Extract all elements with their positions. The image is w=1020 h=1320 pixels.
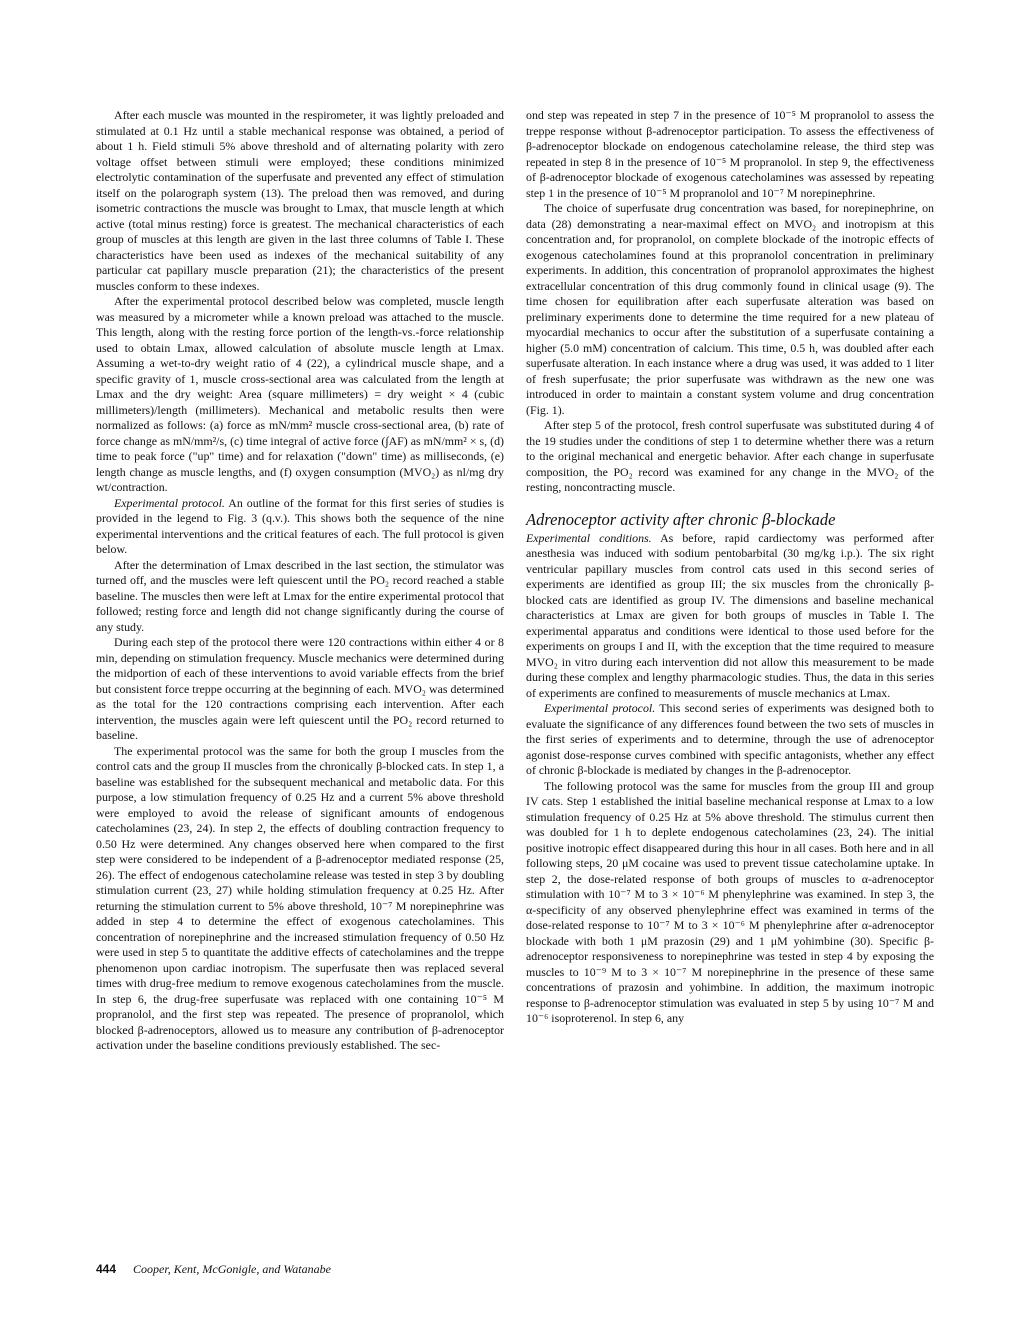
right-column — [526, 108, 934, 1027]
paragraph-text: An outline of the format for this first series of studies is provided in the legend to Fig. 3 (q.v.). This shows both the sequence of the nine experimental interventions and the critical features of each. The full protocol is given below. — [96, 495, 505, 556]
paragraph: After the experimental protocol described below was completed, muscle length was measured by a micrometer while a known preload was attached to the muscle. This length, along with the resting force portion of the length-vs.-force relationship used to obtain Lmax, allowed calculation of absolute muscle length at Lmax. Assuming a wet-to-dry weight ratio of 4 (22), a cylindrical muscle shape, and a specific gravity of 1, muscle cross-sectional area was calculated from the length at Lmax and the dry weight: Area (square millimeters) = dry weight × 4 (cubic millimeters)/length (millimeters). Mechanical and metabolic results then were normalized as follows: (a) force as mN/mm² muscle cross-sectional area, (b) rate of force change as mN/mm²/s, (c) time integral of active force (∫AF) as mN/mm² × s, (d) time to peak force ("up" time) and for relaxation ("down" time) as milliseconds, (e) length change as muscle lengths, and (f) oxygen consumption (MVO₂) as nl/mg dry wt/contraction. — [96, 294, 504, 494]
paragraph-text: This second series of experiments was designed both to evaluate the significance of any differences found between the two sets of muscles in the first series of experiments and to determine, through the use of adrenoceptor agonist dose-response curves combined with specific antagonists, whether any effect of chronic β-blockade is mediated by changes in the β-adrenoceptor. — [526, 701, 935, 777]
paragraph: During each step of the protocol there were 120 contractions within either 4 or 8 min, depending on stimulation frequency. Muscle mechanics were determined during the midportion of each of these interventions to avoid variable effects from the brief but consistent force treppe occurring at the beginning of each. MVO₂ was determined as the total for the 120 contractions comprising each intervention. After each intervention, the muscles again were left quiescent until the PO₂ record returned to baseline. — [96, 635, 504, 742]
page-footer — [96, 1262, 331, 1277]
paragraph: After step 5 of the protocol, fresh control superfusate was substituted during 4 of the 19 studies under the conditions of step 1 to determine whether there was a return to the original mechanical and energetic behavior. After each change in superfusate composition, the PO₂ record was examined for any change in the MVO₂ of the resting, noncontracting muscle. — [526, 418, 934, 494]
section-heading: Adrenoceptor activity after chronic β-blockade — [526, 509, 836, 529]
paragraph: After each muscle was mounted in the respirometer, it was lightly preloaded and stimulated at 0.1 Hz until a stable mechanical response was obtained, a period of about 1 h. Field stimuli 5% above threshold and of alternating polarity with zero voltage offset between stimuli were employed; these conditions minimized electrolytic contamination of the superfusate and prevented any effect of stimulation itself on the polarograph system (13). The preload then was removed, and during isometric contractions the muscle was brought to Lmax, that muscle length at which active (total minus resting) force is greatest. The mechanical characteristics of each group of muscles at this length are given in the last three columns of Table I. These characteristics have been used as indexes of the mechanical suitability of any particular cat papillary muscle preparation (21); the characteristics of the present muscles conform to these indexes. — [96, 108, 504, 293]
paragraph: The experimental protocol was the same for both the group I muscles from the control cats and the group II muscles from the chronically β-blocked cats. In step 1, a baseline was established for the subsequent mechanical and metabolic data. For this purpose, a low stimulation frequency of 0.25 Hz and a current 5% above threshold were employed to avoid the release of significant amounts of endogenous catecholamines (23, 24). In step 2, the effects of doubling contraction frequency to 0.50 Hz were determined. Any changes observed here when compared to the first step were considered to be independent of a β-adrenoceptor mediated response (25, 26). The effect of endogenous catecholamine release was tested in step 3 by doubling stimulation current (23, 27) while holding stimulation frequency at 0.25 Hz. After returning the stimulation current to 5% above threshold, 10⁻⁷ M norepinephrine was added in step 4 to determine the effect of exogenous catecholamines. This concentration of norepinephrine and the increased stimulation frequency of 0.50 Hz were used in step 5 to quantitate the additive effects of catecholamines and the treppe phenomenon upon cardiac inotropism. The superfusate then was replaced several times with drug-free medium to remove exogenous catecholamines from the muscle. In step 6, the drug-free superfusate was replaced with one containing 10⁻⁵ M propranolol, and the first step was repeated. The presence of propranolol, which blocked β-adrenoceptors, allowed us to measure any contribution of β-adrenoceptor activation under the baseline conditions previously established. The sec- — [96, 743, 504, 1052]
left-column — [96, 108, 504, 1054]
paragraph: The choice of superfusate drug concentration was based, for norepinephrine, on data (28) demonstrating a near-maximal effect on MVO₂ and inotropism at this concentration and, for propranolol, on complete blockade of the inotropic effects of exogenous catecholamines found at this propranolol concentration in preliminary experiments. In addition, this concentration of propranolol approximates the highest extracellular concentration of this drug commonly found in clinical usage (9). The time chosen for equilibration after each superfusate alteration was based on preliminary experiments done to determine the time required for a new plateau of myocardial mechanics to occur after the substitution of a superfusate containing a higher (5.0 mM) concentration of calcium. This time, 0.5 h, was doubled after each superfusate alteration. In each instance where a drug was used, it was added to 1 liter of fresh superfusate; the prior superfusate was withdrawn as the new one was introduced in order to maintain a constant system volume and drug concentration (Fig. 1). — [526, 201, 934, 417]
paragraph-text: As before, rapid cardiectomy was performed after anesthesia was induced with sodium pentobarbital (30 mg/kg i.p.). The six right ventricular papillary muscles from control cats used in this second series of experiments are identified as group III; the six muscles from the chronically β-blocked cats are identified as group IV. The dimensions and baseline mechanical characteristics at Lmax are given for both groups of muscles in Table I. The experimental apparatus and conditions were identical to those used before for the experiments on groups I and II, with the exception that the time required to measure MVO₂ in vitro during each intervention did not allow this measurement to be made during these complex and lengthy pharmacologic studies. Thus, the data in this series of experiments are confined to measurements of muscle mechanics at Lmax. — [526, 530, 935, 700]
run-in-heading: Experimental protocol. — [544, 701, 656, 715]
run-in-heading: Experimental conditions. — [526, 530, 652, 545]
paragraph: After the determination of Lmax described in the last section, the stimulator was turned off, and the muscles were left quiescent until the PO₂ record reached a stable baseline. The muscles then were left at Lmax for the entire experimental protocol that followed; resting force and length did not change significantly during the course of any study. — [96, 557, 504, 634]
run-in-heading: Experimental protocol. — [114, 495, 225, 510]
paragraph — [526, 531, 934, 702]
paragraph: ond step was repeated in step 7 in the presence of 10⁻⁵ M propranolol to assess the treppe response without β-adrenoceptor participation. To assess the effectiveness of β-adrenoceptor blockade on endogenous catecholamine release, the third step was repeated in step 8 in the presence of 10⁻⁵ M propranolol. In step 9, the effectiveness of β-adrenoceptor blockade of exogenous catecholamines was assessed by repeating step 1 in the presence of 10⁻⁵ M propranolol and 10⁻⁷ M norepinephrine. — [526, 108, 934, 200]
paragraph: The following protocol was the same for muscles from the group III and group IV cats. Step 1 established the initial baseline mechanical response at Lmax to a low stimulation frequency of 0.25 Hz at 5% above threshold. The stimulus current then was doubled for 1 h to deplete endogenous catecholamines (23, 24). The initial positive inotropic effect disappeared during this hour in all cases. Both here and in all following steps, 20 μM cocaine was used to prevent tissue catecholamine uptake. In step 2, the dose-related response of both groups of muscles to α-adrenoceptor stimulation with 10⁻⁷ M to 3 × 10⁻⁶ M phenylephrine was examined. In step 3, the α-specificity of any observed phenylephrine effect was examined in terms of the dose-related response to 10⁻⁷ M to 3 × 10⁻⁶ M phenylephrine after α-adrenoceptor blockade with both 1 μM prazosin (29) and 1 μM yohimbine (30). Specific β-adrenoceptor responsiveness to norepinephrine was tested in step 4 by exposing the muscles to 10⁻⁹ M to 3 × 10⁻⁷ M norepinephrine in the presence of these same concentrations of prazosin and yohimbine. In addition, the maximum inotropic response to β-adrenoceptor stimulation was evaluated in step 5 by using 10⁻⁷ M and 10⁻⁶ isoproterenol. In step 6, any — [526, 778, 934, 1025]
paragraph — [96, 496, 504, 558]
page-number: 444 — [96, 1262, 117, 1276]
running-footer-authors: Cooper, Kent, McGonigle, and Watanabe — [133, 1262, 331, 1276]
paragraph — [526, 701, 934, 779]
